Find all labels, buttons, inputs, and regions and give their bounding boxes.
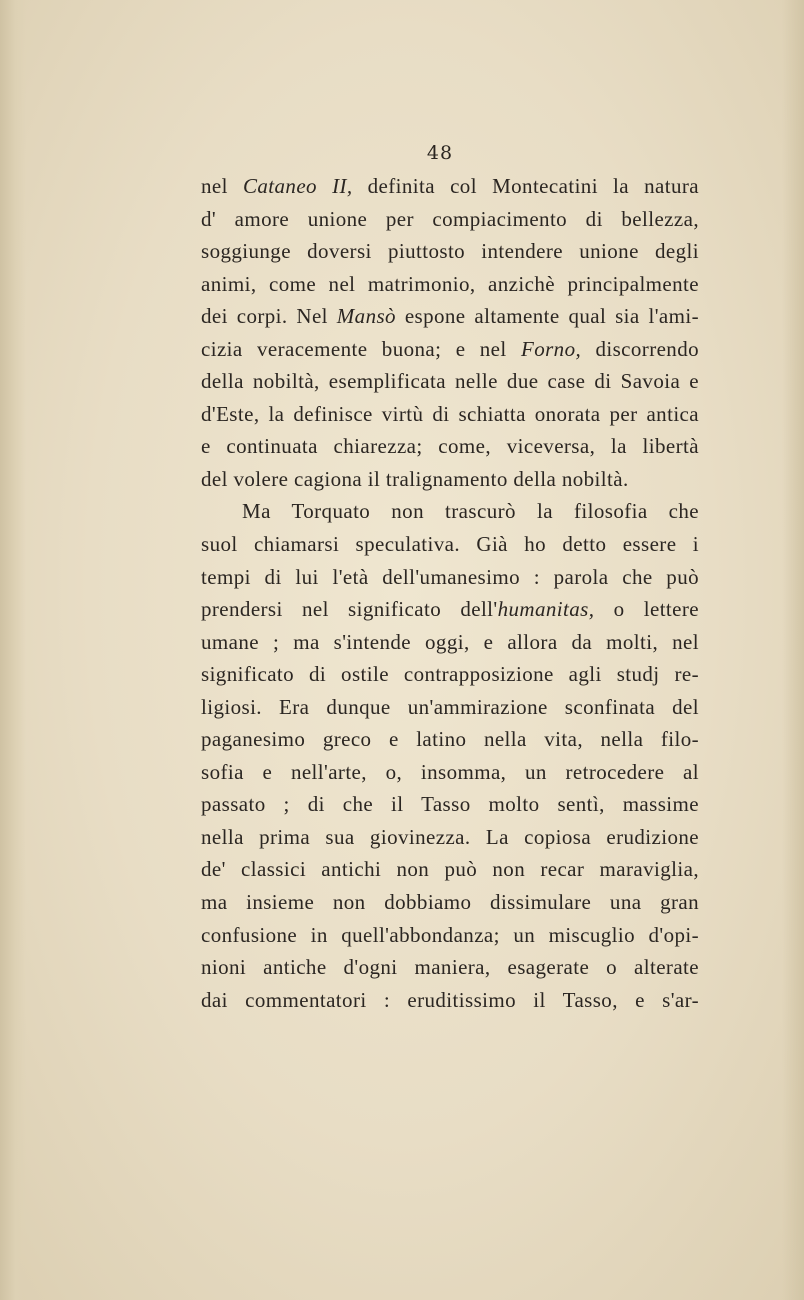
text-run: espone altamente qual sia l'ami- bbox=[395, 304, 699, 329]
text-run: paganesimo greco e latino nella vita, nella filo- bbox=[201, 727, 699, 752]
text-run: Ma Torquato non trascurò la filosofia che bbox=[242, 499, 699, 524]
text-run: e continuata chiarezza; come, viceversa, la libertà bbox=[201, 434, 699, 459]
page-edge-right bbox=[782, 0, 804, 1300]
text-run: nel bbox=[201, 174, 243, 198]
text-run: del volere cagiona il tralignamento della nobiltà. bbox=[201, 466, 629, 491]
text-run: definita col Montecatini la natura bbox=[352, 174, 699, 198]
italic-title: Cataneo II, bbox=[242, 174, 353, 198]
text-run: ma insieme non dobbiamo dissimulare una gran bbox=[201, 890, 699, 915]
text-line bbox=[201, 982, 699, 1015]
text-run: significato di ostile contrapposizione agli studj re- bbox=[201, 662, 699, 687]
text-run: prendersi nel significato dell' bbox=[201, 597, 498, 622]
text-run: nioni antiche d'ogni maniera, esagerate o alterate bbox=[201, 955, 699, 980]
text-line bbox=[201, 396, 699, 429]
italic-title: Forno, bbox=[520, 336, 582, 361]
text-run: discorrendo bbox=[581, 336, 700, 361]
text-line bbox=[201, 721, 699, 754]
italic-title: Mansò bbox=[336, 304, 396, 329]
text-line bbox=[201, 851, 699, 884]
text-line bbox=[201, 884, 699, 917]
text-run: d'Este, la definisce virtù di schiatta onorata per antica bbox=[201, 401, 699, 426]
text-run: soggiunge doversi piuttosto intendere unione degli bbox=[201, 239, 699, 264]
body-text bbox=[201, 168, 699, 1014]
text-line bbox=[201, 493, 699, 526]
text-line bbox=[201, 656, 699, 689]
text-run: ligiosi. Era dunque un'ammirazione sconfinata del bbox=[201, 694, 699, 719]
text-run: nella prima sua giovinezza. La copiosa erudizione bbox=[201, 824, 699, 849]
text-run: o lettere bbox=[594, 597, 699, 622]
text-line bbox=[201, 298, 699, 331]
text-line bbox=[201, 201, 699, 234]
text-line bbox=[201, 461, 699, 494]
text-run: dai commentatori : eruditissimo il Tasso, e s'ar- bbox=[201, 987, 699, 1012]
text-run: d' amore unione per compiacimento di bellezza, bbox=[201, 206, 699, 231]
text-line bbox=[201, 819, 699, 852]
text-line bbox=[201, 363, 699, 396]
text-line bbox=[201, 428, 699, 461]
text-run: confusione in quell'abbondanza; un miscuglio d'opi- bbox=[201, 922, 699, 947]
text-line bbox=[201, 754, 699, 787]
text-run: cizia veracemente buona; e nel bbox=[201, 336, 521, 361]
text-run: passato ; di che il Tasso molto sentì, massime bbox=[201, 792, 699, 817]
text-line bbox=[201, 559, 699, 592]
italic-title: humanitas, bbox=[497, 597, 595, 622]
text-line bbox=[201, 168, 699, 201]
text-run: animi, come nel matrimonio, anzichè principalmente bbox=[201, 271, 699, 296]
page-number: 48 bbox=[426, 142, 454, 164]
text-run: umane ; ma s'intende oggi, e allora da molti, nel bbox=[201, 629, 699, 654]
text-line bbox=[201, 591, 699, 624]
text-line bbox=[201, 689, 699, 722]
text-run: tempi di lui l'età dell'umanesimo : parola che può bbox=[201, 564, 699, 589]
text-line bbox=[201, 624, 699, 657]
text-run: della nobiltà, esemplificata nelle due case di Savoia e bbox=[201, 369, 699, 394]
text-run: dei corpi. Nel bbox=[201, 304, 337, 329]
text-run: suol chiamarsi speculativa. Già ho detto essere i bbox=[201, 532, 699, 557]
text-line bbox=[201, 786, 699, 819]
text-line bbox=[201, 917, 699, 950]
text-run: de' classici antichi non può non recar maraviglia, bbox=[201, 857, 699, 882]
page-edge-left bbox=[0, 0, 26, 1300]
text-run: sofia e nell'arte, o, insomma, un retrocedere al bbox=[201, 759, 699, 784]
text-line bbox=[201, 233, 699, 266]
text-line bbox=[201, 949, 699, 982]
text-line bbox=[201, 331, 699, 364]
text-line bbox=[201, 526, 699, 559]
text-line bbox=[201, 266, 699, 299]
